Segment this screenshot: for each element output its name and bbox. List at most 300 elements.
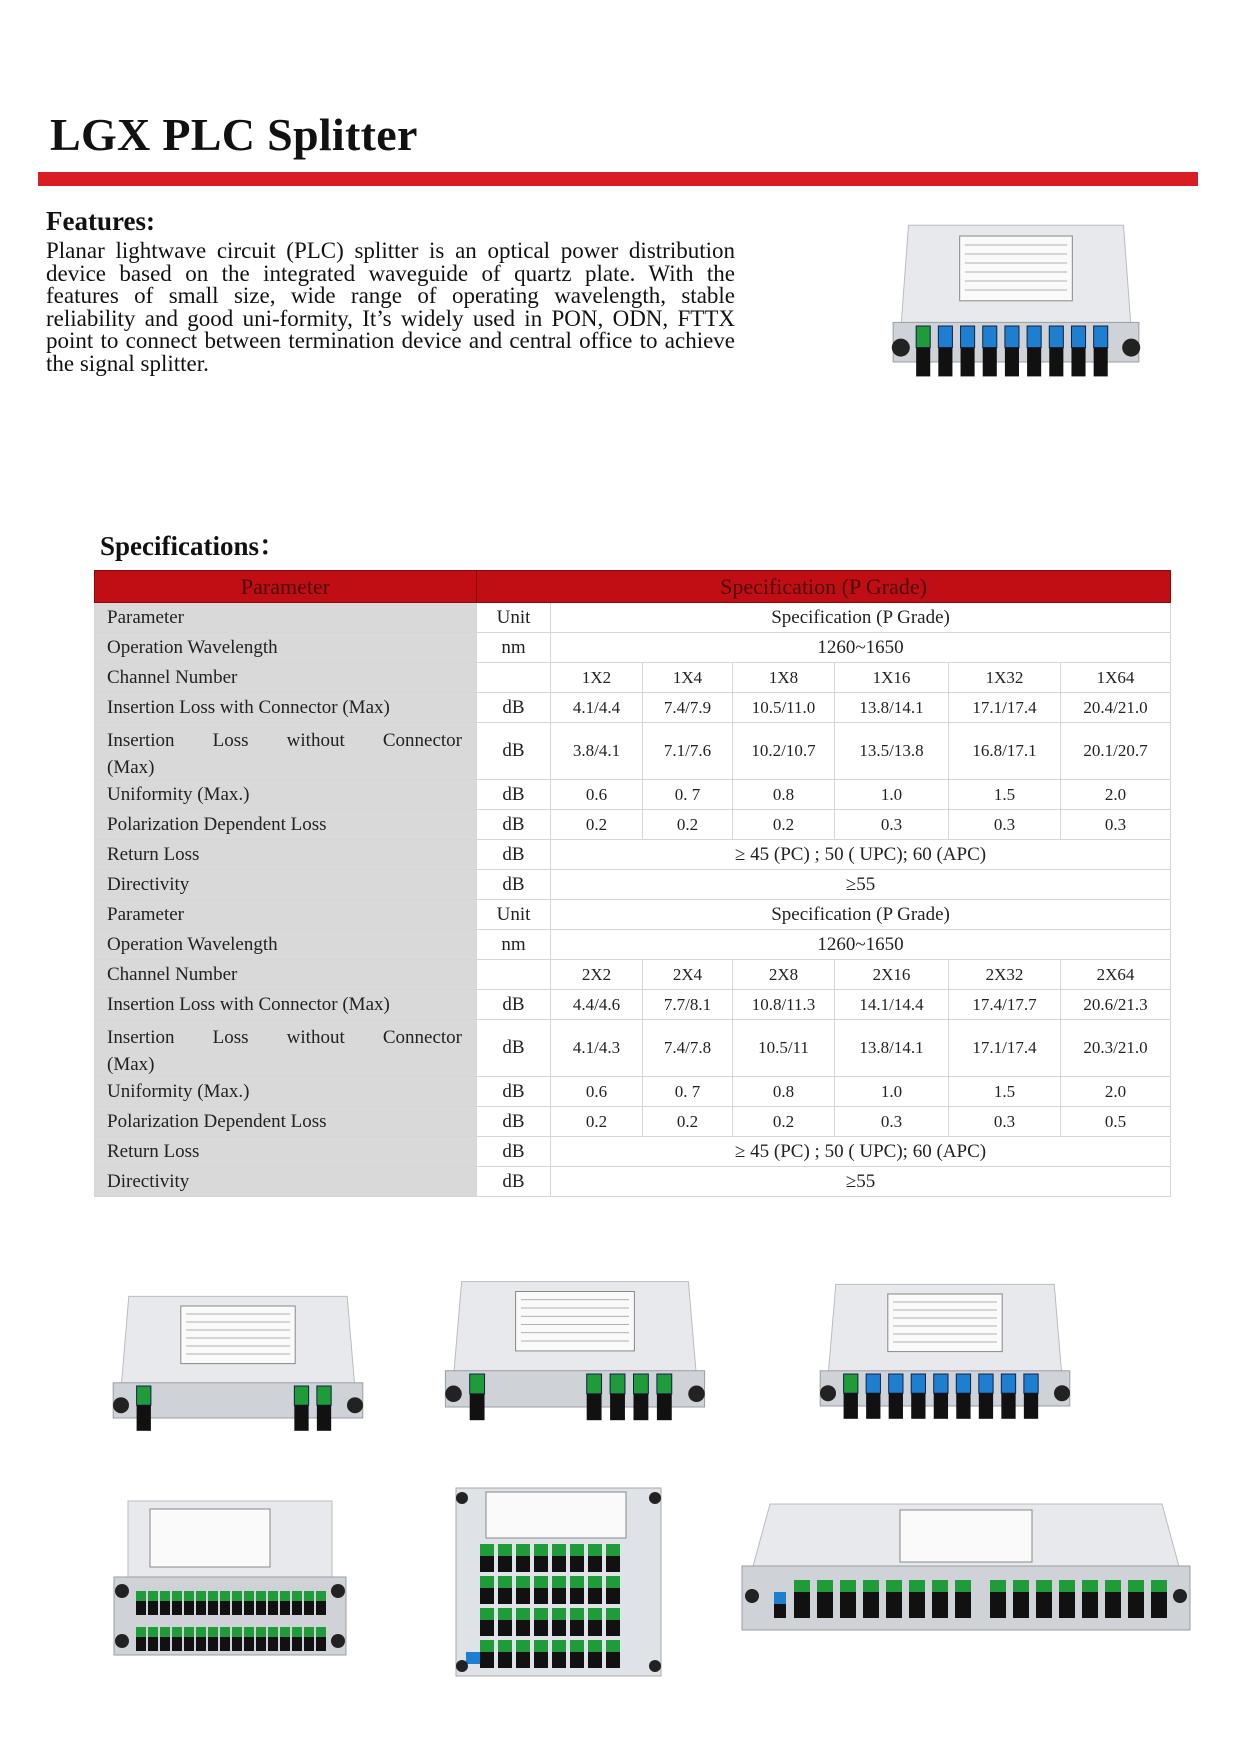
sc-connector xyxy=(208,1591,218,1601)
sc-connector xyxy=(794,1580,810,1592)
value-cell: 13.8/14.1 xyxy=(835,693,949,723)
row-label xyxy=(95,723,477,780)
connector-boot xyxy=(570,1588,584,1604)
connector-boot xyxy=(606,1556,620,1572)
sc-connector xyxy=(1059,1580,1075,1592)
sc-connector xyxy=(606,1640,620,1652)
connector-boot xyxy=(1005,348,1019,377)
connector-boot xyxy=(844,1393,858,1419)
value-cell: 7.7/8.1 xyxy=(643,990,733,1020)
sc-connector xyxy=(916,326,930,348)
row-unit: nm xyxy=(477,633,551,663)
connector-boot xyxy=(232,1601,242,1615)
value-cell: 20.1/20.7 xyxy=(1061,723,1171,780)
connector-boot xyxy=(588,1556,602,1572)
value-cell: 20.6/21.3 xyxy=(1061,990,1171,1020)
value-cell: 1.5 xyxy=(949,1077,1061,1107)
connector-boot xyxy=(916,348,930,377)
connector-boot xyxy=(244,1601,254,1615)
sc-connector xyxy=(844,1374,858,1393)
connector-boot xyxy=(498,1652,512,1668)
sc-connector xyxy=(552,1544,566,1556)
connector-boot xyxy=(292,1637,302,1651)
sc-connector xyxy=(552,1608,566,1620)
value-cell: 20.4/21.0 xyxy=(1061,693,1171,723)
row-unit: dB xyxy=(477,1137,551,1167)
screw-right xyxy=(347,1397,363,1413)
connector-boot xyxy=(889,1393,903,1419)
sc-connector xyxy=(470,1374,485,1394)
sc-connector xyxy=(480,1544,494,1556)
value-cell: 7.1/7.6 xyxy=(643,723,733,780)
sc-connector xyxy=(534,1576,548,1588)
connector-boot xyxy=(1013,1592,1029,1618)
connector-boot xyxy=(244,1637,254,1651)
screw-right xyxy=(688,1386,705,1403)
connector-boot xyxy=(606,1588,620,1604)
value-cell: 1.0 xyxy=(835,1077,949,1107)
row-label xyxy=(95,1020,477,1077)
connector-boot xyxy=(588,1588,602,1604)
connector-boot xyxy=(256,1637,266,1651)
sc-connector xyxy=(570,1544,584,1556)
sc-connector xyxy=(294,1386,308,1405)
connector-boot xyxy=(866,1393,880,1419)
screw-right xyxy=(331,1584,345,1598)
sc-connector xyxy=(280,1591,290,1601)
screw xyxy=(649,1492,661,1504)
value-cell: 20.3/21.0 xyxy=(1061,1020,1171,1077)
sc-connector xyxy=(244,1627,254,1637)
sc-connector xyxy=(220,1627,230,1637)
value-cell: 1X32 xyxy=(949,663,1061,693)
sc-connector xyxy=(466,1652,480,1664)
row-label: Polarization Dependent Loss xyxy=(95,1107,477,1137)
value-cell: 4.1/4.3 xyxy=(551,1020,643,1077)
connector-boot xyxy=(956,1393,970,1419)
value-cell: 0.8 xyxy=(733,780,835,810)
param-header-label: Parameter xyxy=(95,900,477,930)
sc-connector xyxy=(498,1608,512,1620)
value-cell: 2X16 xyxy=(835,960,949,990)
screw-left xyxy=(892,339,910,357)
connector-boot xyxy=(480,1556,494,1572)
table-row xyxy=(95,693,1171,723)
sc-connector xyxy=(1049,326,1063,348)
plc-splitter-1x4-icon xyxy=(445,1282,705,1421)
connector-boot xyxy=(534,1652,548,1668)
value-cell: 0.2 xyxy=(551,810,643,840)
sc-connector xyxy=(934,1374,948,1393)
connector-boot xyxy=(220,1637,230,1651)
sc-connector xyxy=(280,1627,290,1637)
table-row xyxy=(95,1107,1171,1137)
connector-boot xyxy=(220,1601,230,1615)
sc-connector xyxy=(990,1580,1006,1592)
table-row xyxy=(95,870,1171,900)
connector-boot xyxy=(1128,1592,1144,1618)
connector-boot xyxy=(184,1601,194,1615)
table-row xyxy=(95,990,1171,1020)
connector-boot xyxy=(480,1588,494,1604)
sc-connector xyxy=(1027,326,1041,348)
connector-boot xyxy=(280,1637,290,1651)
connector-boot xyxy=(552,1620,566,1636)
sc-connector xyxy=(570,1576,584,1588)
value-cell: 2X2 xyxy=(551,960,643,990)
value-cell: 4.1/4.4 xyxy=(551,693,643,723)
connector-boot xyxy=(961,348,975,377)
row-unit: dB xyxy=(477,870,551,900)
title-underline-bar xyxy=(38,172,1198,186)
table-row xyxy=(95,810,1171,840)
screw xyxy=(649,1660,661,1672)
connector-boot xyxy=(570,1652,584,1668)
sc-connector xyxy=(657,1374,672,1394)
sc-connector xyxy=(1094,326,1108,348)
connector-boot xyxy=(657,1394,672,1420)
row-label: Insertion Loss with Connector (Max) xyxy=(95,693,477,723)
specifications-table xyxy=(94,570,1171,1197)
sc-connector xyxy=(268,1591,278,1601)
connector-boot xyxy=(160,1637,170,1651)
value-cell: 0.3 xyxy=(949,1107,1061,1137)
sc-connector xyxy=(516,1576,530,1588)
connector-boot xyxy=(534,1556,548,1572)
connector-boot xyxy=(184,1637,194,1651)
connector-boot xyxy=(1027,348,1041,377)
connector-boot xyxy=(137,1405,151,1431)
table-row xyxy=(95,930,1171,960)
row-unit: dB xyxy=(477,723,551,780)
connector-boot xyxy=(588,1620,602,1636)
value-cell: 0.3 xyxy=(1061,810,1171,840)
value-cell: 1X64 xyxy=(1061,663,1171,693)
sc-connector xyxy=(1013,1580,1029,1592)
connector-boot xyxy=(634,1394,649,1420)
value-cell: 7.4/7.9 xyxy=(643,693,733,723)
value-cell: 10.8/11.3 xyxy=(733,990,835,1020)
connector-boot xyxy=(516,1556,530,1572)
wavelength-value: 1260~1650 xyxy=(551,633,1171,663)
sc-connector xyxy=(196,1627,206,1637)
connector-boot xyxy=(232,1637,242,1651)
table-row xyxy=(95,1020,1171,1077)
sc-connector xyxy=(292,1627,302,1637)
connector-boot xyxy=(294,1405,308,1431)
value-cell: 2X8 xyxy=(733,960,835,990)
value-cell: 1.0 xyxy=(835,780,949,810)
connector-boot xyxy=(1105,1592,1121,1618)
value-cell: 3.8/4.1 xyxy=(551,723,643,780)
row-unit xyxy=(477,663,551,693)
sc-connector xyxy=(1071,326,1085,348)
screw-right xyxy=(331,1634,345,1648)
sc-connector xyxy=(570,1608,584,1620)
row-label: Operation Wavelength xyxy=(95,930,477,960)
row-label: Insertion Loss with Connector (Max) xyxy=(95,990,477,1020)
screw-left xyxy=(115,1584,129,1598)
connector-boot xyxy=(160,1601,170,1615)
connector-boot xyxy=(552,1652,566,1668)
connector-boot xyxy=(148,1601,158,1615)
connector-boot xyxy=(932,1592,948,1618)
sc-connector xyxy=(774,1592,786,1604)
sc-connector xyxy=(588,1576,602,1588)
connector-boot xyxy=(794,1592,810,1618)
connector-boot xyxy=(256,1601,266,1615)
connector-boot xyxy=(316,1601,326,1615)
table-row xyxy=(95,840,1171,870)
connector-boot xyxy=(516,1588,530,1604)
connector-boot xyxy=(208,1601,218,1615)
sc-connector xyxy=(256,1627,266,1637)
connector-boot xyxy=(983,348,997,377)
value-cell: 13.8/14.1 xyxy=(835,1020,949,1077)
row-label: Channel Number xyxy=(95,960,477,990)
connector-boot xyxy=(979,1393,993,1419)
sc-connector xyxy=(570,1640,584,1652)
table-row xyxy=(95,900,1171,930)
sc-connector xyxy=(516,1640,530,1652)
sc-connector xyxy=(304,1627,314,1637)
sc-connector xyxy=(606,1544,620,1556)
sc-connector xyxy=(938,326,952,348)
connector-boot xyxy=(1024,1393,1038,1419)
product-photo-1 xyxy=(108,1290,368,1450)
plc-splitter-2x16-icon xyxy=(114,1501,346,1655)
value-cell: 1X2 xyxy=(551,663,643,693)
connector-boot xyxy=(196,1601,206,1615)
table-row xyxy=(95,663,1171,693)
value-cell: 0.2 xyxy=(733,810,835,840)
sc-connector xyxy=(961,326,975,348)
row-unit: dB xyxy=(477,810,551,840)
connector-boot xyxy=(316,1637,326,1651)
connector-boot xyxy=(840,1592,856,1618)
value-cell: 0.3 xyxy=(835,1107,949,1137)
value-cell: 0.2 xyxy=(733,1107,835,1137)
sc-connector xyxy=(552,1640,566,1652)
connector-boot xyxy=(817,1592,833,1618)
row-unit: dB xyxy=(477,990,551,1020)
connector-boot xyxy=(990,1592,1006,1618)
sc-connector xyxy=(498,1544,512,1556)
screw-left xyxy=(115,1634,129,1648)
sc-connector xyxy=(316,1591,326,1601)
header-parameter: Parameter xyxy=(95,571,477,603)
value-cell: 0.2 xyxy=(643,1107,733,1137)
row-label-line-1: Insertion Loss without Connector xyxy=(107,729,462,751)
test-report-label xyxy=(181,1306,295,1364)
connector-boot xyxy=(1151,1592,1167,1618)
connector-boot xyxy=(1049,348,1063,377)
value-cell: 10.2/10.7 xyxy=(733,723,835,780)
connector-boot xyxy=(588,1652,602,1668)
screw-left xyxy=(745,1589,759,1603)
spanned-value: ≥55 xyxy=(551,870,1171,900)
value-cell: 7.4/7.8 xyxy=(643,1020,733,1077)
connector-boot xyxy=(1036,1592,1052,1618)
sc-connector xyxy=(840,1580,856,1592)
sc-connector xyxy=(208,1627,218,1637)
screw-right xyxy=(1054,1385,1070,1401)
screw xyxy=(456,1660,468,1672)
connector-boot xyxy=(480,1652,494,1668)
row-label: Directivity xyxy=(95,1167,477,1197)
value-cell: 0.6 xyxy=(551,1077,643,1107)
sc-connector xyxy=(498,1640,512,1652)
sc-connector xyxy=(889,1374,903,1393)
value-cell: 0.6 xyxy=(551,780,643,810)
row-unit: dB xyxy=(477,1020,551,1077)
value-cell: 1X16 xyxy=(835,663,949,693)
spec-header: Specification (P Grade) xyxy=(551,603,1171,633)
table-row xyxy=(95,633,1171,663)
sc-connector xyxy=(1036,1580,1052,1592)
connector-boot xyxy=(1082,1592,1098,1618)
sc-connector xyxy=(160,1627,170,1637)
connector-boot xyxy=(516,1652,530,1668)
row-label: Uniformity (Max.) xyxy=(95,1077,477,1107)
unit-header: Unit xyxy=(477,603,551,633)
sc-connector xyxy=(232,1627,242,1637)
row-label: Return Loss xyxy=(95,1137,477,1167)
sc-connector xyxy=(932,1580,948,1592)
value-cell: 0.8 xyxy=(733,1077,835,1107)
plc-splitter-1x16-icon xyxy=(742,1504,1190,1630)
spanned-value: ≥ 45 (PC) ; 50 ( UPC); 60 (APC) xyxy=(551,1137,1171,1167)
connector-boot xyxy=(480,1620,494,1636)
value-cell: 0.2 xyxy=(551,1107,643,1137)
connector-boot xyxy=(136,1637,146,1651)
sc-connector xyxy=(817,1580,833,1592)
connector-boot xyxy=(196,1637,206,1651)
sc-connector xyxy=(588,1544,602,1556)
product-photo-hero xyxy=(888,218,1144,398)
sc-connector xyxy=(136,1627,146,1637)
sc-connector xyxy=(909,1580,925,1592)
sc-connector xyxy=(534,1640,548,1652)
table-row xyxy=(95,960,1171,990)
sc-connector xyxy=(137,1386,151,1405)
value-cell: 0.2 xyxy=(643,810,733,840)
value-cell: 2X32 xyxy=(949,960,1061,990)
header-specification: Specification (P Grade) xyxy=(477,571,1171,603)
screw-right xyxy=(1173,1589,1187,1603)
sc-connector xyxy=(610,1374,625,1394)
table-header-row xyxy=(95,571,1171,603)
value-cell: 0. 7 xyxy=(643,1077,733,1107)
connector-boot xyxy=(534,1620,548,1636)
sc-connector xyxy=(588,1640,602,1652)
sc-connector xyxy=(232,1591,242,1601)
sc-connector xyxy=(516,1608,530,1620)
value-cell: 2X4 xyxy=(643,960,733,990)
row-unit: dB xyxy=(477,1167,551,1197)
connector-boot xyxy=(863,1592,879,1618)
value-cell: 14.1/14.4 xyxy=(835,990,949,1020)
connector-boot xyxy=(1059,1592,1075,1618)
value-cell: 2.0 xyxy=(1061,780,1171,810)
row-unit: dB xyxy=(477,1077,551,1107)
sc-connector xyxy=(136,1591,146,1601)
test-report-label xyxy=(900,1510,1032,1562)
sc-connector xyxy=(498,1576,512,1588)
sc-connector xyxy=(956,1374,970,1393)
connector-boot xyxy=(516,1620,530,1636)
sc-connector xyxy=(587,1374,602,1394)
value-cell: 1X8 xyxy=(733,663,835,693)
value-cell: 0.3 xyxy=(949,810,1061,840)
sc-connector xyxy=(886,1580,902,1592)
plc-splitter-1x2-icon xyxy=(113,1296,363,1430)
connector-boot xyxy=(317,1405,331,1431)
connector-boot xyxy=(934,1393,948,1419)
connector-boot xyxy=(774,1604,786,1618)
sc-connector xyxy=(292,1591,302,1601)
connector-boot xyxy=(292,1601,302,1615)
wavelength-value: 1260~1650 xyxy=(551,930,1171,960)
sc-connector xyxy=(516,1544,530,1556)
connector-boot xyxy=(909,1592,925,1618)
screw xyxy=(456,1492,468,1504)
sc-connector xyxy=(160,1591,170,1601)
test-report-label xyxy=(516,1292,635,1351)
connector-boot xyxy=(498,1620,512,1636)
sc-connector xyxy=(634,1374,649,1394)
value-cell: 1X4 xyxy=(643,663,733,693)
sc-connector xyxy=(866,1374,880,1393)
plc-splitter-1x8-icon xyxy=(892,225,1140,376)
screw-right xyxy=(1122,339,1140,357)
connector-boot xyxy=(280,1601,290,1615)
test-report-label xyxy=(888,1294,1002,1352)
sc-connector xyxy=(1105,1580,1121,1592)
value-cell: 4.4/4.6 xyxy=(551,990,643,1020)
value-cell: 0. 7 xyxy=(643,780,733,810)
row-label-line-2: (Max) xyxy=(107,756,155,778)
specifications-heading: Specifications： xyxy=(100,531,286,561)
spanned-value: ≥ 45 (PC) ; 50 ( UPC); 60 (APC) xyxy=(551,840,1171,870)
value-cell: 10.5/11 xyxy=(733,1020,835,1077)
connector-boot xyxy=(886,1592,902,1618)
row-unit: dB xyxy=(477,1107,551,1137)
connector-boot xyxy=(955,1592,971,1618)
connector-boot xyxy=(1001,1393,1015,1419)
connector-boot xyxy=(552,1556,566,1572)
sc-connector xyxy=(480,1608,494,1620)
sc-connector xyxy=(1151,1580,1167,1592)
value-cell: 0.5 xyxy=(1061,1107,1171,1137)
sc-connector xyxy=(480,1640,494,1652)
sc-connector xyxy=(316,1627,326,1637)
connector-boot xyxy=(587,1394,602,1420)
sc-connector xyxy=(1024,1374,1038,1393)
spec-header: Specification (P Grade) xyxy=(551,900,1171,930)
value-cell: 10.5/11.0 xyxy=(733,693,835,723)
connector-boot xyxy=(304,1637,314,1651)
value-cell: 16.8/17.1 xyxy=(949,723,1061,780)
product-photo-2 xyxy=(440,1275,710,1440)
sc-connector xyxy=(184,1591,194,1601)
table-row xyxy=(95,1077,1171,1107)
connector-boot xyxy=(268,1601,278,1615)
screw-left xyxy=(820,1385,836,1401)
sc-connector xyxy=(268,1627,278,1637)
row-label: Polarization Dependent Loss xyxy=(95,810,477,840)
page-title: LGX PLC Splitter xyxy=(50,109,418,160)
